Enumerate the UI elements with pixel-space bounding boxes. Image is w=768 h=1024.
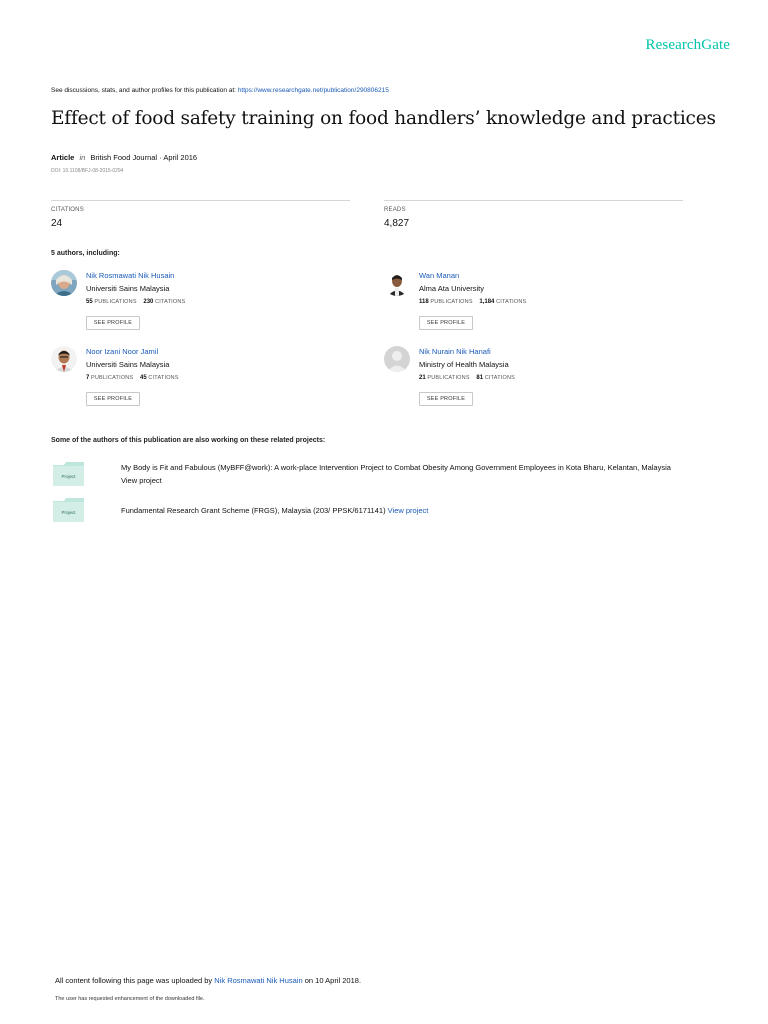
author-institution: Universiti Sains Malaysia [86,360,170,369]
view-project-link[interactable]: View project [121,476,162,485]
view-project-link[interactable]: View project [387,506,429,515]
author-card [51,346,351,410]
author-avatar[interactable] [384,270,410,296]
author-institution: Ministry of Health Malaysia [419,360,509,369]
see-profile-button[interactable]: SEE PROFILE [86,316,140,330]
discussion-line [51,87,389,94]
project-title: Fundamental Research Grant Scheme (FRGS), Malaysia (203/ PPSK/6171141) [121,506,386,515]
author-stats [86,299,185,305]
citations-label-small: CITATIONS [496,299,527,305]
author-avatar[interactable] [51,270,77,296]
author-name-link[interactable]: Noor Izani Noor Jamil [86,347,159,356]
journal-name: British Food Journal · April 2016 [90,153,198,162]
see-profile-button[interactable]: SEE PROFILE [86,392,140,406]
publications-label: PUBLICATIONS [427,375,470,381]
enhancement-note: The user has requested enhancement of the downloaded file. [55,996,205,1002]
author-citations-count: 230 [143,299,154,305]
author-avatar[interactable] [51,346,77,372]
project-folder-icon[interactable] [53,498,84,522]
citations-label-small: CITATIONS [155,299,186,305]
author-name-link[interactable]: Wan Manan [419,271,460,280]
reads-divider [384,200,683,201]
project-icon-label: Project [61,474,76,479]
author-name-link[interactable]: Nik Nurain Nik Hanafi [419,347,491,356]
citations-value: 24 [51,218,63,229]
uploader-link[interactable]: Nik Rosmawati Nik Husain [214,976,303,985]
author-stats [86,375,179,381]
author-card [51,270,351,334]
publication-meta [51,153,197,162]
author-name-link[interactable]: Nik Rosmawati Nik Husain [86,271,175,280]
citations-label: CITATIONS [51,207,84,213]
upload-prefix: All content following this page was uploaded by [55,976,213,985]
author-card [384,270,684,334]
reads-value: 4,827 [384,218,410,229]
author-citations-count: 81 [476,375,484,381]
author-stats [419,299,526,305]
project-icon-label: Project [61,510,76,515]
author-stats [419,375,515,381]
author-card [384,346,684,410]
researchgate-logo[interactable]: ResearchGate [645,37,730,53]
publications-label: PUBLICATIONS [430,299,473,305]
author-citations-count: 45 [140,375,147,381]
author-citations-count: 1,184 [479,299,495,305]
author-publications-count: 7 [86,375,90,381]
see-profile-button[interactable]: SEE PROFILE [419,316,473,330]
project-line [121,506,428,515]
see-profile-button[interactable]: SEE PROFILE [419,392,473,406]
project-folder-icon[interactable] [53,462,84,486]
upload-date: on 10 April 2018. [304,976,362,985]
meta-in: in [79,153,86,162]
author-institution: Alma Ata University [419,284,485,293]
doi: DOI: 10.1108/BFJ-08-2015-0294 [51,168,124,174]
author-avatar-placeholder[interactable] [384,346,410,372]
publication-url-link[interactable]: https://www.researchgate.net/publication/290806215 [237,87,389,94]
discussion-prefix: See discussions, stats, and author profiles for this publication at: [51,87,236,94]
publications-label: PUBLICATIONS [94,299,137,305]
author-publications-count: 118 [419,299,429,305]
upload-note [55,976,361,985]
authors-heading: 5 authors, including: [51,250,120,257]
project-title: My Body is Fit and Fabulous (MyBFF@work): A work-place Intervention Project to Combat Obesity Among Government Employees in Kota Bharu, Kelantan, Malaysia [121,463,671,472]
citations-label-small: CITATIONS [484,375,516,381]
reads-label: READS [384,207,406,213]
author-publications-count: 55 [86,299,93,305]
publication-title: Effect of food safety training on food handlers’ knowledge and practices [51,108,716,129]
publications-label: PUBLICATIONS [91,375,134,381]
author-publications-count: 21 [419,375,426,381]
related-projects-heading: Some of the authors of this publication are also working on these related projects: [51,437,326,444]
citations-label-small: CITATIONS [148,375,179,381]
publication-type: Article [51,153,75,162]
author-institution: Universiti Sains Malaysia [86,284,170,293]
citations-divider [51,200,350,201]
